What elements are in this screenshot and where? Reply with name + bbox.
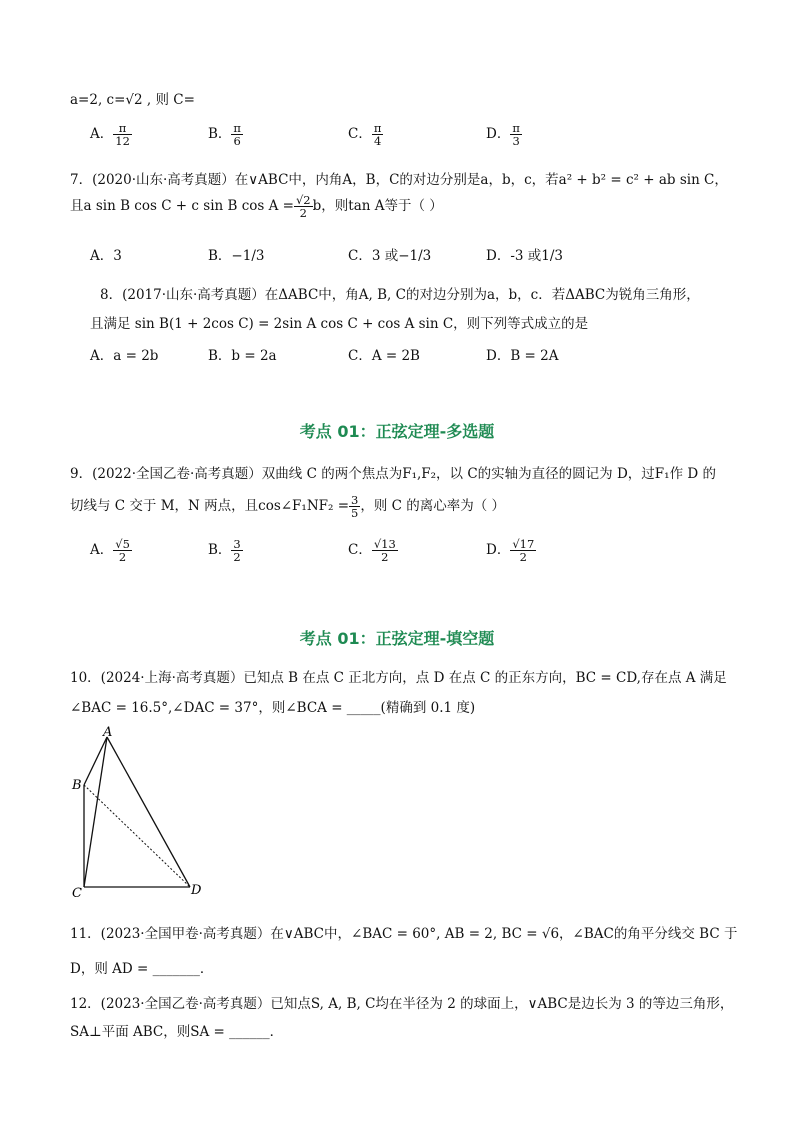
q6-option-b[interactable]: B． $\frac{\pi}{6}$ (208, 121, 241, 149)
q8-option-a[interactable]: A．a = 2b (90, 348, 159, 364)
q10-line1: 10．(2024·上海·高考真题）已知点 B 在点 C 正北方向，点 D 在点 C 的正东方向，BC = CD,存在点 A 满足 (70, 670, 727, 686)
q6-condition: a=2, c=√2 , 则 C= (70, 92, 195, 108)
label-c: C (72, 886, 82, 900)
label-b: B (72, 778, 82, 793)
q8-option-b[interactable]: B．b = 2a (208, 348, 277, 364)
segment-ad (107, 737, 190, 887)
label-d: D (191, 883, 202, 898)
q7-option-b[interactable]: B．−1/3 (208, 248, 265, 264)
q7-option-a[interactable]: A．3 (90, 248, 122, 264)
q12-line2: SA⊥平面 ABC，则SA = ______． (70, 1024, 284, 1040)
q9-line2: 切线与 C 交于 M，N 两点，且cos∠F₁NF₂ = $\frac{3}{5}$ ，则 C 的离心率为（ ） (70, 493, 506, 521)
q9-line1: 9．(2022·全国乙卷·高考真题）双曲线 C 的两个焦点为F₁,F₂，以 C的实轴为直径的圆记为 D，过F₁作 D 的 (70, 466, 716, 482)
q8-line1: 8．(2017·山东·高考真题）在ΔABC中，角A, B, C的对边分别为a，b，c．若ΔABC为锐角三角形， (100, 287, 700, 303)
q9-option-d[interactable]: D． $\frac{√17}{2}$ (486, 537, 535, 565)
section-title-multiple-choice: 考点 01：正弦定理-多选题 (299, 422, 495, 441)
q8-option-d[interactable]: D．B = 2A (486, 348, 559, 364)
q6-option-d[interactable]: D． $\frac{\pi}{3}$ (486, 121, 520, 149)
section-title-fill-in: 考点 01：正弦定理-填空题 (299, 629, 495, 648)
q7-line2: 且a sin B cos C + c sin B cos A = $\frac{√2}{2}$ b，则tan A等于（ ） (70, 193, 443, 221)
q6-option-a[interactable]: A． $\frac{\pi}{12}$ (90, 121, 130, 149)
q9-option-a[interactable]: A． $\frac{√5}{2}$ (90, 537, 130, 565)
q9-option-c[interactable]: C． $\frac{√13}{2}$ (348, 537, 396, 565)
q11-line1: 11．(2023·全国甲卷·高考真题）在∨ABC中，∠BAC = 60°, AB = 2, BC = √6，∠BAC的角平分线交 BC 于 (70, 926, 738, 942)
q7-option-c[interactable]: C．3 或−1/3 (348, 248, 432, 264)
q6-option-c[interactable]: C． $\frac{\pi}{4}$ (348, 121, 382, 149)
q8-line2: 且满足 sin B(1 + 2cos C) = 2sin A cos C + cos A sin C，则下列等式成立的是 (90, 316, 589, 332)
q12-line1: 12．(2023·全国乙卷·高考真题）已知点S, A, B, C均在半径为 2 的球面上，∨ABC是边长为 3 的等边三角形， (70, 996, 734, 1012)
q7-line1: 7．(2020·山东·高考真题）在∨ABC中，内角A，B，C的对边分别是a，b，c，若a² + b² = c² + ab sin C， (70, 172, 728, 188)
segment-bd-dashed (84, 785, 190, 887)
label-a: A (103, 725, 113, 740)
q10-line2: ∠BAC = 16.5°,∠DAC = 37°，则∠BCA = _____(精确到 0.1 度) (70, 700, 476, 716)
q7-option-d[interactable]: D．-3 或1/3 (486, 248, 563, 264)
q9-option-b[interactable]: B． $\frac{3}{2}$ (208, 537, 241, 565)
q11-line2: D，则 AD = _______． (70, 961, 214, 977)
q10-triangle-figure (70, 725, 220, 900)
q8-option-c[interactable]: C．A = 2B (348, 348, 420, 364)
